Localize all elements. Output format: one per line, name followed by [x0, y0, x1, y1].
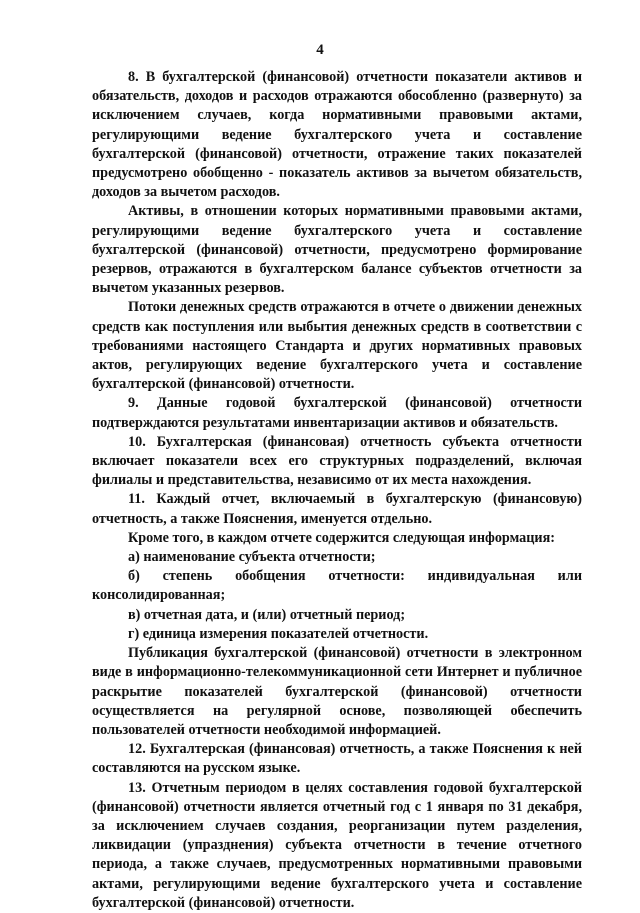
paragraph-11: 11. Каждый отчет, включаемый в бухгалтерскую (финансовую) отчетность, а также Пояснения, именуется отдельно. — [92, 491, 582, 527]
paragraph-8: 8. В бухгалтерской (финансовой) отчетности показатели активов и обязательств, доходов и расходов отражаются обособленно (развернуто) за исключением случаев, когда нормативными правовыми актами, регулирующими ведение бухгалтерского учета и составление бухгалтерской (финансовой) отчетности, отражение таких показателей предусмотрено обобщенно - показатель активов за вычетом обязательств, доходов за вычетом расходов. — [92, 69, 582, 201]
paragraph-10: 10. Бухгалтерская (финансовая) отчетность субъекта отчетности включает показатели всех его структурных подразделений, включая филиалы и представительства, независимо от их места нахождения. — [92, 433, 582, 489]
page-number: 4 — [316, 42, 324, 58]
paragraph-assets-reserves: Активы, в отношении которых нормативными правовыми актами, регулирующими ведение бухгалтерского учета и составление бухгалтерской (финансовой) отчетности, предусмотрено формирование резервов, отражаются в бухгалтерском балансе субъектов отчетности за вычетом указанных резервов. — [92, 203, 582, 297]
paragraph-12: 12. Бухгалтерская (финансовая) отчетность, а также Пояснения к ней составляются на русском языке. — [92, 741, 582, 777]
paragraph-cash-flows: Потоки денежных средств отражаются в отчете о движении денежных средств как поступления или выбытия денежных средств в соответствии с требованиями настоящего Стандарта и других нормативных правовых актов, регулирующих ведение бухгалтерского учета и составление бухгалтерской (финансовой) отчетности. — [92, 299, 582, 393]
list-item-b: б) степень обобщения отчетности: индивидуальная или консолидированная; — [92, 568, 582, 604]
paragraph-publication: Публикация бухгалтерской (финансовой) отчетности в электронном виде в информационно-телекоммуникационной сети Интернет и публичное раскрытие показателей бухгалтерской (финансовой) отчетности осуществляется на регулярной основе, позволяющей обеспечить пользователей отчетности необходимой информацией. — [92, 645, 582, 738]
list-item-g: г) единица измерения показателей отчетности. — [128, 625, 429, 642]
list-item-v: в) отчетная дата, и (или) отчетный период; — [128, 606, 406, 623]
paragraph-9: 9. Данные годовой бухгалтерской (финансовой) отчетности подтверждаются результатами инвентаризации активов и обязательств. — [92, 395, 582, 431]
document-body — [92, 68, 582, 913]
paragraph-info-intro: Кроме того, в каждом отчете содержится следующая информация: — [128, 529, 555, 546]
list-item-a: а) наименование субъекта отчетности; — [128, 549, 376, 566]
paragraph-13: 13. Отчетным периодом в целях составления годовой бухгалтерской (финансовой) отчетности является отчетный год с 1 января по 31 декабря, за исключением случаев создания, реорганизации путем разделения, ликвидации (упразднения) субъекта отчетности в течение отчетного периода, а также случаев, предусмотренных нормативными правовыми актами, регулирующими ведение бухгалтерского учета и составление бухгалтерской (финансовой) отчетности. — [92, 779, 582, 911]
